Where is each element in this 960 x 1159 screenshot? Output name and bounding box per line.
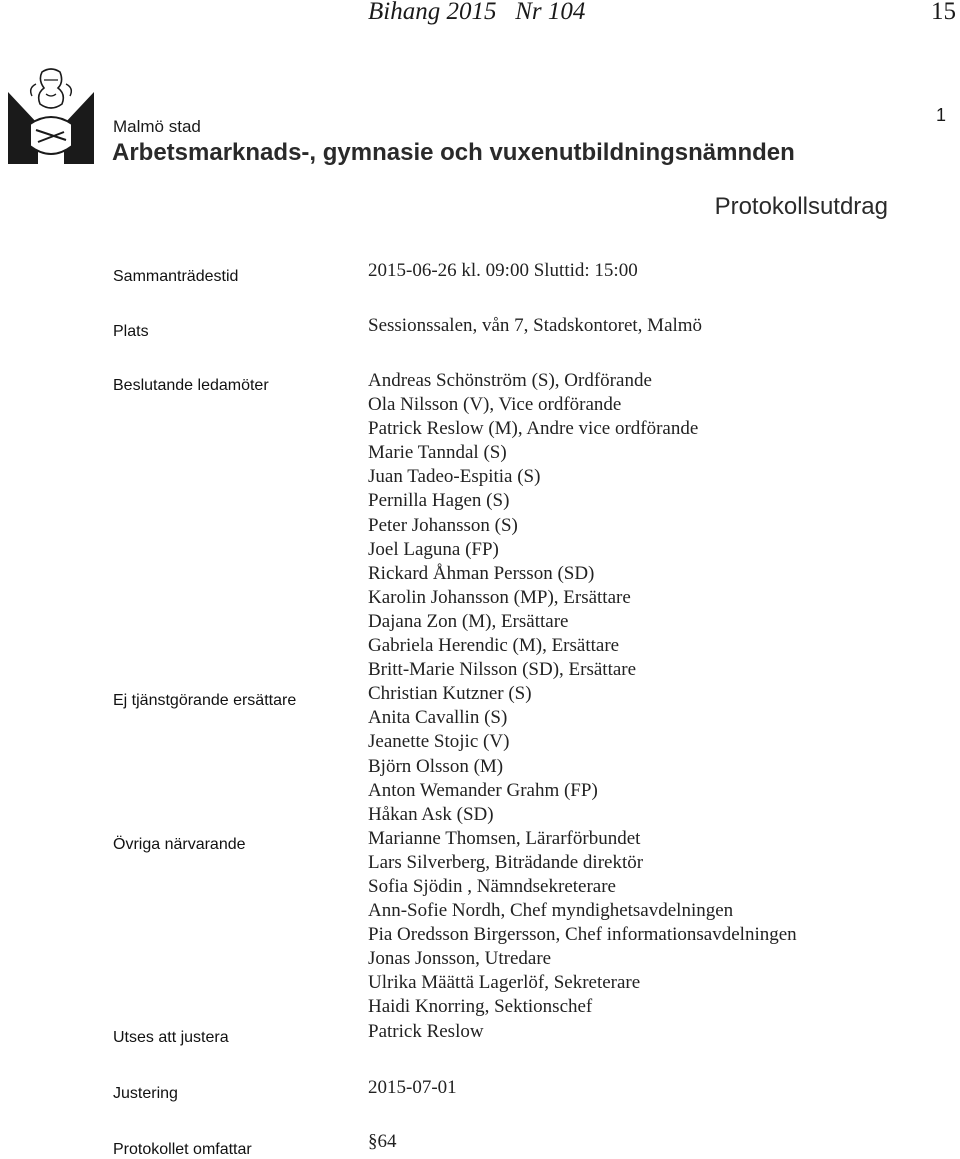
list-item: Joel Laguna (FP) — [368, 538, 499, 560]
list-item: Lars Silverberg, Biträdande direktör — [368, 851, 644, 873]
value-sammantradestid: 2015-06-26 kl. 09:00 Sluttid: 15:00 — [368, 260, 638, 281]
label-protokollet-omfattar: Protokollet omfattar — [113, 1141, 252, 1158]
list-item: Pernilla Hagen (S) — [368, 490, 510, 512]
list-item: Gabriela Herendic (M), Ersättare — [368, 635, 620, 657]
city-name: Malmö stad — [113, 117, 201, 136]
list-item: Britt-Marie Nilsson (SD), Ersättare — [368, 659, 637, 681]
list-item: Ulrika Määttä Lagerlöf, Sekreterare — [368, 972, 641, 994]
list-item: Peter Johansson (S) — [368, 514, 518, 536]
list-item: Ann-Sofie Nordh, Chef myndighetsavdelningen — [368, 900, 734, 922]
list-item: Håkan Ask (SD) — [368, 803, 494, 825]
list-item: Marianne Thomsen, Lärarförbundet — [368, 827, 641, 849]
committee-title: Arbetsmarknads-, gymnasie och vuxenutbildningsnämnden — [112, 139, 795, 166]
list-item: Christian Kutzner (S) — [368, 683, 532, 705]
value-justering: 2015-07-01 — [368, 1077, 457, 1098]
list-item: Jeanette Stojic (V) — [368, 731, 510, 753]
label-plats: Plats — [113, 323, 149, 340]
list-item: Karolin Johansson (MP), Ersättare — [368, 586, 631, 608]
list-item: Andreas Schönström (S), Ordförande — [368, 370, 652, 391]
list-item: Anton Wemander Grahm (FP) — [368, 779, 598, 801]
attendee-list — [368, 369, 797, 1044]
document-type: Protokollsutdrag — [714, 193, 888, 220]
label-justering: Justering — [113, 1085, 178, 1102]
label-ovriga-narvarande: Övriga närvarande — [113, 836, 246, 853]
label-utses-att-justera: Utses att justera — [113, 1029, 229, 1046]
malmo-coat-of-arms-icon — [8, 66, 94, 164]
list-item: Patrick Reslow (M), Andre vice ordförande — [368, 418, 699, 440]
list-item: Pia Oredsson Birgersson, Chef informationsavdelningen — [368, 924, 797, 946]
label-beslutande-ledamoter: Beslutande ledamöter — [113, 377, 269, 394]
list-item: Haidi Knorring, Sektionschef — [368, 996, 593, 1018]
list-item: Rickard Åhman Persson (SD) — [368, 562, 595, 584]
list-item: Anita Cavallin (S) — [368, 707, 508, 729]
bihang-header: Bihang 2015 Nr 104 — [368, 0, 586, 25]
list-item: Marie Tanndal (S) — [368, 442, 507, 464]
value-protokollet-omfattar: §64 — [368, 1131, 397, 1152]
list-item: Ola Nilsson (V), Vice ordförande — [368, 394, 622, 416]
value-plats: Sessionssalen, vån 7, Stadskontoret, Malmö — [368, 315, 703, 336]
label-ej-tjanstgorande-ersattare: Ej tjänstgörande ersättare — [113, 692, 297, 709]
page-number: 15 — [931, 0, 956, 25]
list-item: Sofia Sjödin , Nämndsekreterare — [368, 875, 616, 897]
list-item: Björn Olsson (M) — [368, 755, 504, 777]
document-number: 1 — [935, 105, 946, 125]
list-item: Dajana Zon (M), Ersättare — [368, 610, 569, 632]
label-sammantradestid: Sammanträdestid — [113, 268, 239, 285]
list-item: Patrick Reslow — [368, 1020, 484, 1042]
list-item: Juan Tadeo-Espitia (S) — [368, 466, 541, 488]
list-item: Jonas Jonsson, Utredare — [368, 948, 552, 970]
